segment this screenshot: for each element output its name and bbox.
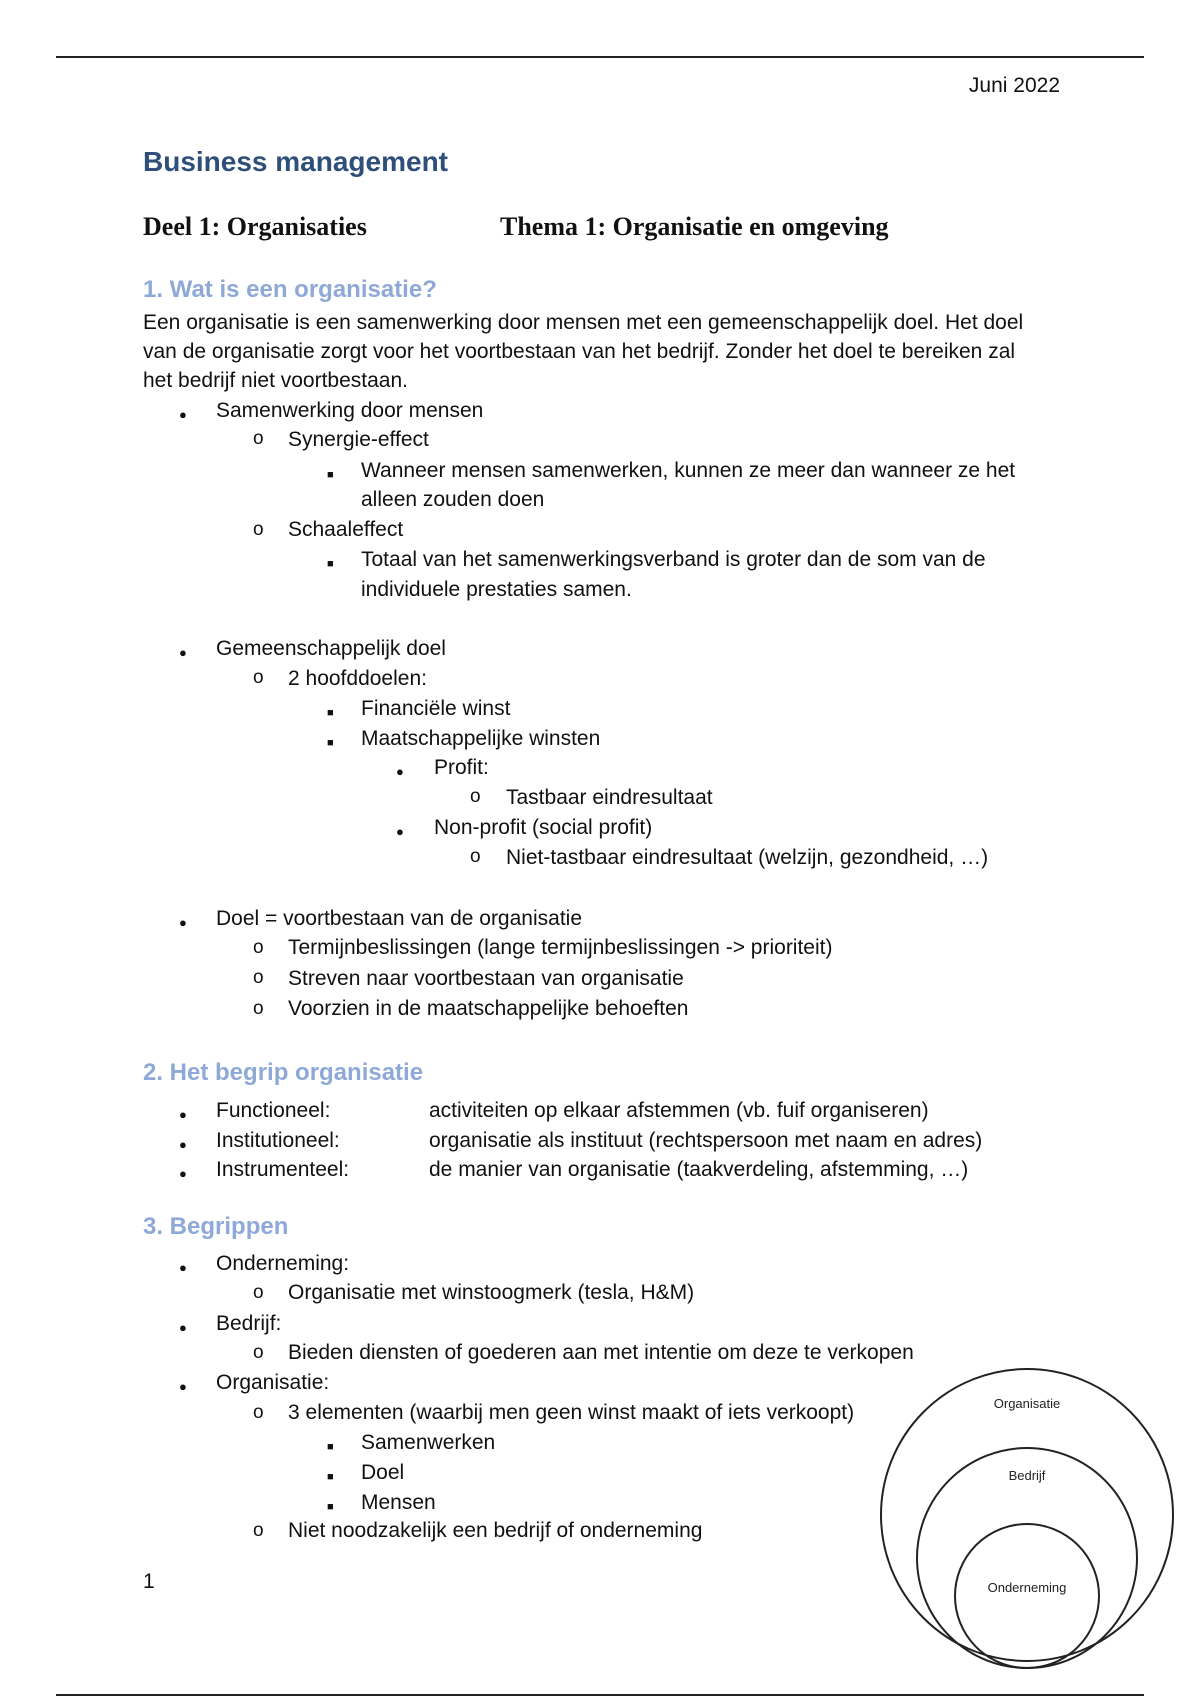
bullet-marker — [179, 1133, 187, 1154]
list-item: Gemeenschappelijk doel — [216, 637, 446, 660]
list-item: Schaaleffect — [288, 518, 404, 541]
term-label: Functioneel: — [216, 1099, 331, 1122]
bullet-marker — [253, 1282, 264, 1304]
list-item: Profit: — [434, 756, 489, 779]
thema-heading: Thema 1: Organisatie en omgeving — [500, 212, 889, 241]
bullet-marker — [253, 519, 264, 541]
list-item: Termijnbeslissingen (lange termijnbeslissingen -> prioriteit) — [288, 936, 833, 959]
onderneming-circle — [955, 1524, 1099, 1668]
bullet-marker — [327, 462, 334, 483]
bullet-marker — [327, 700, 334, 721]
bullet-marker — [327, 1434, 334, 1455]
list-item: Tastbaar eindresultaat — [506, 786, 713, 809]
list-item: Non-profit (social profit) — [434, 816, 653, 839]
bullet-marker — [253, 1342, 264, 1364]
section2-heading: 2. Het begrip organisatie — [143, 1059, 424, 1086]
bullet-marker — [253, 1520, 264, 1542]
list-item: Totaal van het samenwerkingsverband is groter dan de som van de — [361, 548, 986, 571]
bullet-marker — [253, 428, 264, 450]
page-number: 1 — [143, 1570, 155, 1593]
list-item: Onderneming: — [216, 1252, 350, 1275]
bullet-marker — [327, 730, 334, 751]
list-item: 3 elementen (waarbij men geen winst maakt of iets verkoopt) — [288, 1401, 855, 1424]
bottom-rule — [56, 1694, 1144, 1696]
section1-heading: 1. Wat is een organisatie? — [143, 276, 437, 303]
nested-circles-diagram — [870, 1360, 1180, 1680]
bullet-marker — [396, 820, 404, 841]
bullet-marker — [253, 967, 264, 989]
bullet-marker — [179, 1375, 187, 1396]
list-item: Doel = voortbestaan van de organisatie — [216, 907, 582, 930]
bullet-marker — [179, 911, 187, 932]
list-item: Samenwerken — [361, 1431, 496, 1454]
term-label: Institutioneel: — [216, 1129, 340, 1152]
list-item: Doel — [361, 1461, 405, 1484]
bullet-marker — [470, 846, 481, 868]
bullet-marker — [470, 786, 481, 808]
bullet-marker — [396, 760, 404, 781]
list-item: Mensen — [361, 1491, 436, 1514]
list-item: Wanneer mensen samenwerken, kunnen ze meer dan wanneer ze het — [361, 459, 1016, 482]
header-date: Juni 2022 — [968, 74, 1060, 97]
list-item-continuation: individuele prestaties samen. — [361, 578, 632, 601]
term-definition: organisatie als instituut (rechtspersoon met naam en adres) — [429, 1129, 983, 1152]
bullet-marker — [179, 1256, 187, 1277]
bullet-marker — [327, 551, 334, 572]
list-item: Voorzien in de maatschappelijke behoeften — [288, 997, 689, 1020]
list-item: Organisatie: — [216, 1371, 330, 1394]
document-title: Business management — [143, 146, 448, 177]
list-item: Maatschappelijke winsten — [361, 727, 601, 750]
bullet-marker — [179, 1103, 187, 1124]
bullet-marker — [327, 1464, 334, 1485]
list-item: Niet noodzakelijk een bedrijf of onderneming — [288, 1519, 703, 1542]
deel-heading: Deel 1: Organisaties — [143, 212, 367, 241]
bullet-marker — [179, 1316, 187, 1337]
list-item: Bedrijf: — [216, 1312, 282, 1335]
term-definition: de manier van organisatie (taakverdeling, afstemming, …) — [429, 1158, 969, 1181]
bullet-marker — [327, 1494, 334, 1515]
bullet-marker — [179, 641, 187, 662]
list-item: 2 hoofddoelen: — [288, 667, 427, 690]
bedrijf-label: Bedrijf — [1008, 1468, 1046, 1483]
bullet-marker — [179, 403, 187, 424]
list-item-continuation: alleen zouden doen — [361, 488, 545, 511]
section3-heading: 3. Begrippen — [143, 1213, 289, 1240]
bullet-marker — [253, 667, 264, 689]
section1-intro: Een organisatie is een samenwerking door mensen met een gemeenschappelijk doel. Het doel van de organisatie zorgt voor het voortbestaan van het bedrijf. Zonder het doel te bereiken zal het bedrijf niet voortbestaan. — [143, 311, 1024, 392]
list-item: Niet-tastbaar eindresultaat (welzijn, gezondheid, …) — [506, 846, 989, 869]
term-label: Instrumenteel: — [216, 1158, 350, 1181]
organisatie-label: Organisatie — [993, 1396, 1061, 1411]
list-item: Samenwerking door mensen — [216, 399, 484, 422]
bullet-marker — [253, 937, 264, 959]
term-definition: activiteiten op elkaar afstemmen (vb. fuif organiseren) — [429, 1099, 929, 1122]
list-item: Synergie-effect — [288, 428, 429, 451]
list-item: Organisatie met winstoogmerk (tesla, H&M) — [288, 1281, 695, 1304]
list-item: Streven naar voortbestaan van organisatie — [288, 967, 684, 990]
list-item: Bieden diensten of goederen aan met intentie om deze te verkopen — [288, 1341, 914, 1364]
onderneming-label: Onderneming — [987, 1580, 1067, 1595]
list-item: Financiële winst — [361, 697, 511, 720]
top-rule — [56, 56, 1144, 58]
bullet-marker — [253, 1402, 264, 1424]
bullet-marker — [253, 998, 264, 1020]
bullet-marker — [179, 1162, 187, 1183]
